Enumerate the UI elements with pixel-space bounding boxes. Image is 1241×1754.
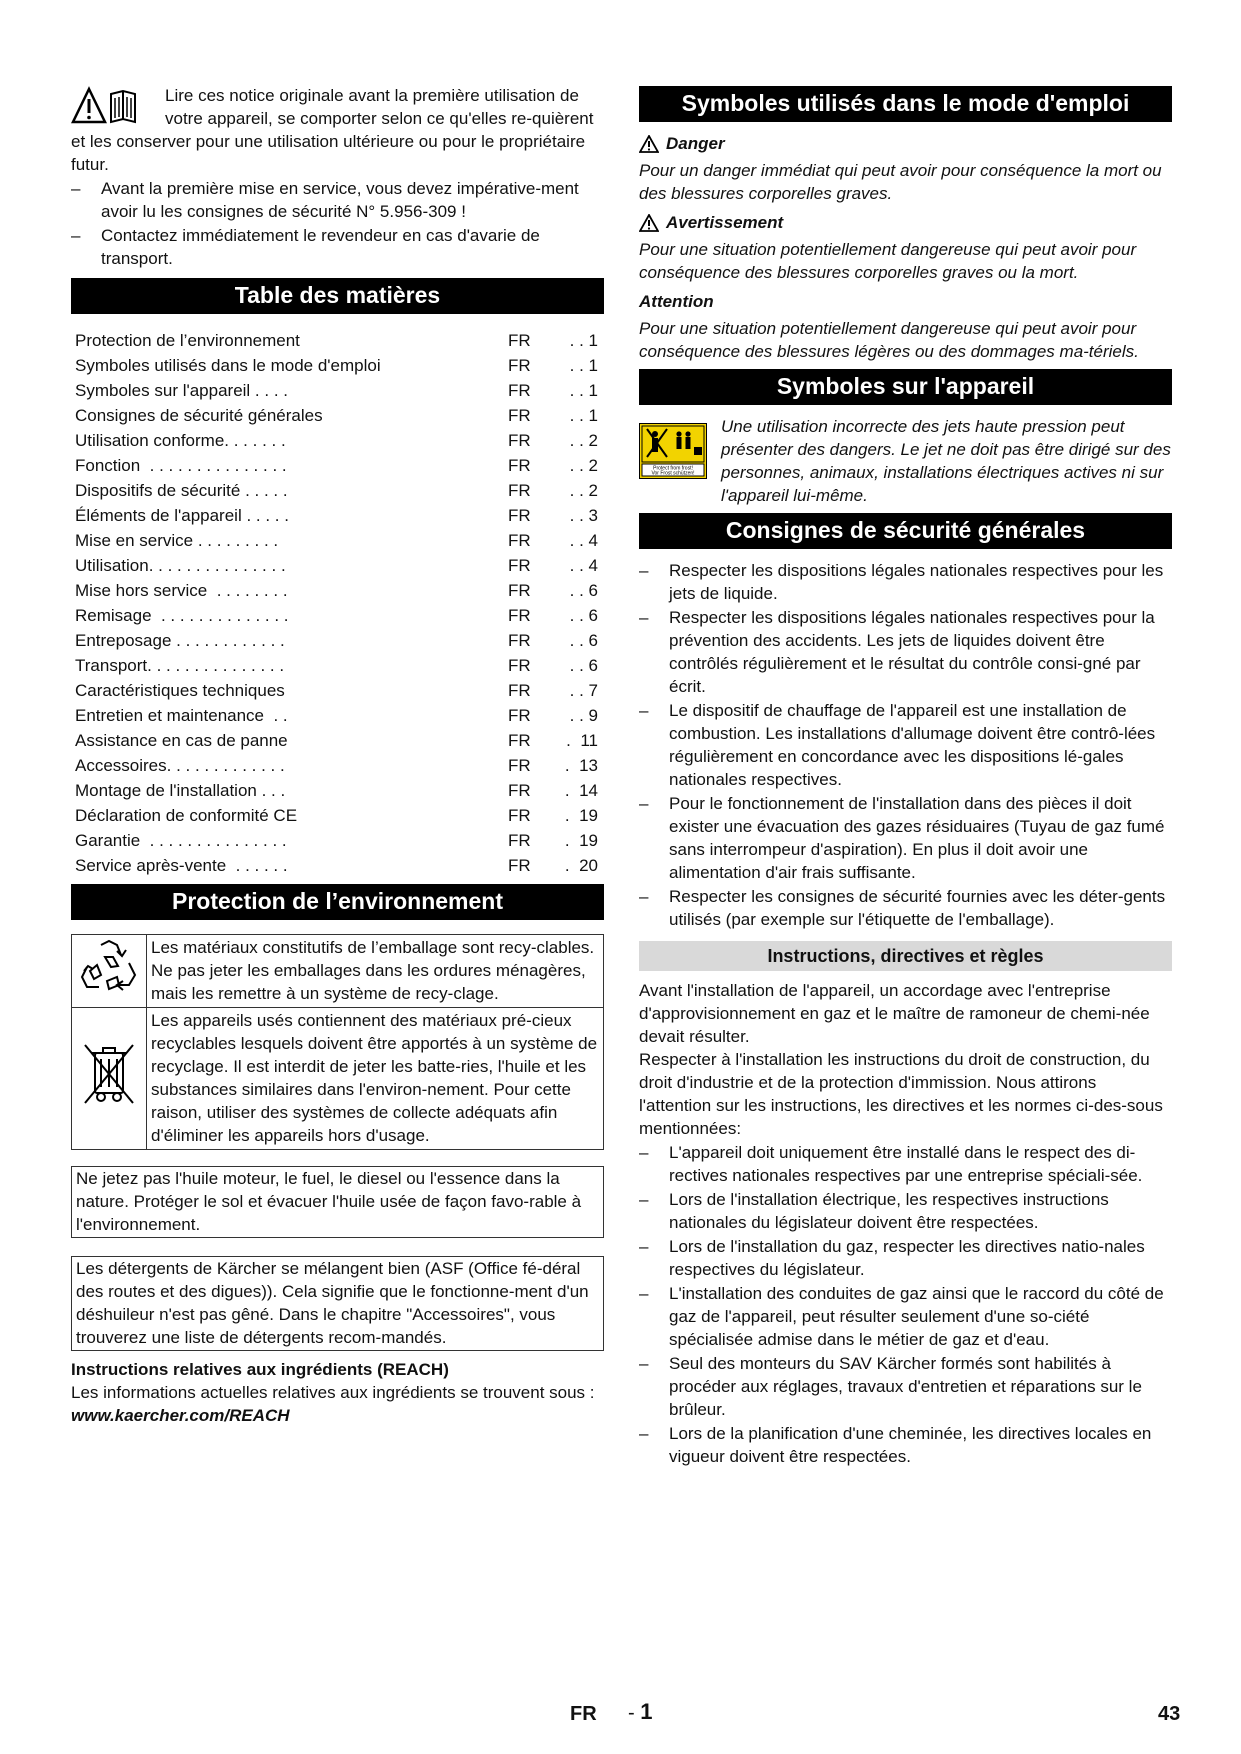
instructions-item: – L'appareil doit uniquement être installé dans le respect des di-rectives nationales respectives par une entreprise spéciali-sée. xyxy=(639,1141,1172,1187)
toc-row[interactable] xyxy=(71,328,604,353)
toc-entry-language: FR xyxy=(508,406,531,425)
toc-entry-title: Service après-vente . . . . . . xyxy=(75,856,288,875)
toc-entry-title: Dispositifs de sécurité . . . . . xyxy=(75,481,288,500)
toc-entry-page: . . 6 xyxy=(569,656,598,675)
toc-entry-page: . 19 xyxy=(564,831,598,850)
crossed-bin-icon xyxy=(81,1039,137,1113)
attention-label: Attention xyxy=(639,292,714,311)
instructions-item: – Lors de la planification d'une cheminée, les directives locales en vigueur doivent être respectées. xyxy=(639,1422,1172,1468)
toc-entry-title: Mise hors service . . . . . . . . xyxy=(75,581,288,600)
intro-text: Lire ces notice originale avant la première utilisation de votre appareil, se comporter selon ce qu'elles re-quièrent et les conserver pour une utilisation ultérieure ou pour le propriétaire futur. xyxy=(71,86,594,174)
toc-entry-language: FR xyxy=(508,781,531,800)
toc-entry-title: Montage de l'installation . . . xyxy=(75,781,286,800)
toc-entry-page: . . 1 xyxy=(569,331,598,350)
toc-row[interactable] xyxy=(71,753,604,778)
toc-row[interactable] xyxy=(71,703,604,728)
toc-row[interactable] xyxy=(71,378,604,403)
toc-entry-title: Protection de l’environnement xyxy=(75,331,300,350)
toc-entry-language: FR xyxy=(508,731,531,750)
warning-manual-icon xyxy=(71,86,159,126)
toc-row[interactable] xyxy=(71,353,604,378)
intro-section xyxy=(71,84,604,270)
environment-table xyxy=(71,934,604,1150)
toc-entry-title: Fonction . . . . . . . . . . . . . . . xyxy=(75,456,287,475)
toc-entry-language: FR xyxy=(508,681,531,700)
toc-entry-language: FR xyxy=(508,456,531,475)
toc-row[interactable] xyxy=(71,728,604,753)
toc-entry-language: FR xyxy=(508,606,531,625)
toc-entry-title: Remisage . . . . . . . . . . . . . . xyxy=(75,606,289,625)
safety-item: – Respecter les dispositions légales nationales respectives pour la prévention des accidents. Les jets de liquides doivent être contrôlés régulièrement et le résultat du contrôle consi-gné par écrit. xyxy=(639,606,1172,698)
toc-entry-page: . 14 xyxy=(564,781,598,800)
left-column xyxy=(71,84,604,1427)
safety-heading: Consignes de sécurité générales xyxy=(639,513,1172,549)
instructions-item: – Seul des monteurs du SAV Kärcher formés sont habilités à procéder aux réglages, travaux d'entretien et réparations sur le brûleur. xyxy=(639,1352,1172,1421)
toc-row[interactable] xyxy=(71,603,604,628)
safety-item: – Respecter les consignes de sécurité fournies avec les déter-gents utilisés (par exemple sur l'étiquette de l'emballage). xyxy=(639,885,1172,931)
toc-entry-title: Caractéristiques techniques xyxy=(75,681,285,700)
toc-entry-language: FR xyxy=(508,856,531,875)
toc-entry-language: FR xyxy=(508,431,531,450)
toc-entry-title: Symboles utilisés dans le mode d'emploi xyxy=(75,356,381,375)
toc-entry-page: . . 6 xyxy=(569,606,598,625)
intro-list xyxy=(71,177,604,270)
danger-text: Pour un danger immédiat qui peut avoir pour conséquence la mort ou des blessures corporelles graves. xyxy=(639,161,1162,203)
toc-entry-title: Utilisation conforme. . . . . . . xyxy=(75,431,286,450)
warning-icon xyxy=(639,214,659,232)
toc-entry-page: . . 7 xyxy=(569,681,598,700)
toc-entry-title: Assistance en cas de panne xyxy=(75,731,288,750)
safety-item: – Respecter les dispositions légales nationales respectives pour les jets de liquide. xyxy=(639,559,1172,605)
toc-entry-title: Utilisation. . . . . . . . . . . . . . . xyxy=(75,556,286,575)
toc-entry-language: FR xyxy=(508,356,531,375)
toc-entry-title: Garantie . . . . . . . . . . . . . . . xyxy=(75,831,287,850)
right-column xyxy=(639,86,1172,1468)
toc-entry-language: FR xyxy=(508,631,531,650)
instructions-item: – Lors de l'installation électrique, les respectives instructions nationales du législateur doivent être respectées. xyxy=(639,1188,1172,1234)
toc-row[interactable] xyxy=(71,553,604,578)
toc-row[interactable] xyxy=(71,503,604,528)
device-symbols-heading: Symboles sur l'appareil xyxy=(639,369,1172,405)
detergent-note: Les détergents de Kärcher se mélangent bien (ASF (Office fé-déral des routes et des digues)). Cela signifie que le fonctionne-ment d'un déshuileur n'est pas gêné. Dans le chapitre "Accessoires", vous trouverez une liste de détergents recom-mandés. xyxy=(71,1256,604,1351)
label-line-1: Protect from frost! xyxy=(653,465,693,472)
toc-entry-language: FR xyxy=(508,531,531,550)
instructions-list xyxy=(639,1141,1172,1468)
toc-entry-title: Transport. . . . . . . . . . . . . . . xyxy=(75,656,285,675)
toc-row[interactable] xyxy=(71,578,604,603)
toc-row[interactable] xyxy=(71,528,604,553)
toc-row[interactable] xyxy=(71,828,604,853)
toc-entry-title: Éléments de l'appareil . . . . . xyxy=(75,506,289,525)
toc-entry-page: . . 1 xyxy=(569,381,598,400)
instructions-heading: Instructions, directives et règles xyxy=(639,941,1172,971)
old-devices-text: Les appareils usés contiennent des matériaux pré-cieux recyclables lesquels doivent être apportés à un système de recyclage. Il est interdit de jeter les batte-ries, l'huile et les substances similaires dans l'environ-nement. Pour cette raison, utiliser des systèmes de collecte adéquats afin d'éliminer les appareils hors d'usage. xyxy=(147,1008,604,1150)
toc-heading: Table des matières xyxy=(71,278,604,314)
instructions-item: – L'installation des conduites de gaz ainsi que le raccord du côté de gaz de l'appareil, peut résulter seulement d'une so-ciété spécialisée admise dans le métier de gaz et d'eau. xyxy=(639,1282,1172,1351)
toc-row[interactable] xyxy=(71,803,604,828)
toc-entry-title: Symboles sur l'appareil . . . . xyxy=(75,381,288,400)
oil-note: Ne jetez pas l'huile moteur, le fuel, le diesel ou l'essence dans la nature. Protéger le sol et évacuer l'huile usée de façon favo-rable à l'environnement. xyxy=(71,1166,604,1238)
recycling-icon xyxy=(77,937,141,999)
toc-entry-title: Consignes de sécurité générales xyxy=(75,406,323,425)
footer-section-number: 1 xyxy=(640,1699,653,1724)
environment-heading: Protection de l’environnement xyxy=(71,884,604,920)
toc-entry-language: FR xyxy=(508,506,531,525)
toc-entry-page: . . 4 xyxy=(569,556,598,575)
toc-row[interactable] xyxy=(71,403,604,428)
toc-entry-page: . . 6 xyxy=(569,631,598,650)
toc-entry-language: FR xyxy=(508,381,531,400)
toc-row[interactable] xyxy=(71,428,604,453)
toc-entry-page: . . 1 xyxy=(569,406,598,425)
toc-entry-page: . . 4 xyxy=(569,531,598,550)
toc-entry-title: Déclaration de conformité CE xyxy=(75,806,298,825)
table-row xyxy=(72,1008,604,1150)
toc-entry-language: FR xyxy=(508,706,531,725)
packaging-text: Les matériaux constitutifs de l’emballage sont recy-clables. Ne pas jeter les emballages dans les ordures ménagères, mais les remettre à un système de recy-clage. xyxy=(147,935,604,1008)
device-symbols-text: Une utilisation incorrecte des jets haute pression peut présenter des dangers. Le jet ne doit pas être dirigé sur des personnes, animaux, installations électriques actives ni sur l'appareil lui-même. xyxy=(721,417,1171,505)
toc-row[interactable] xyxy=(71,678,604,703)
toc-entry-page: . 13 xyxy=(564,756,598,775)
safety-item: – Le dispositif de chauffage de l'appareil est une installation de combustion. Les installations d'allumage doivent être contrô-lées régulièrement en concordance avec les dispositions lé-gales nationales respectives. xyxy=(639,699,1172,791)
toc-entry-page: . . 2 xyxy=(569,431,598,450)
table-of-contents xyxy=(71,328,604,878)
instructions-para-1: Avant l'installation de l'appareil, un accordage avec l'entreprise d'approvisionnement en gaz et le maître de ramoneur de chemi-née devait résulter. xyxy=(639,981,1150,1046)
toc-entry-language: FR xyxy=(508,481,531,500)
toc-row[interactable] xyxy=(71,628,604,653)
toc-row[interactable] xyxy=(71,778,604,803)
intro-item: – Contactez immédiatement le revendeur en cas d'avarie de transport. xyxy=(71,224,604,270)
toc-entry-language: FR xyxy=(508,556,531,575)
toc-entry-language: FR xyxy=(508,831,531,850)
toc-entry-language: FR xyxy=(508,756,531,775)
toc-entry-title: Entretien et maintenance . . xyxy=(75,706,288,725)
label-line-2: Vor Frost schützen! xyxy=(651,470,695,477)
intro-item: – Avant la première mise en service, vous devez impérative-ment avoir lu les consignes de sécurité N° 5.956-309 ! xyxy=(71,177,604,223)
instructions-para-2: Respecter à l'installation les instructions du droit de construction, du droit d'industrie et de la protection d'immission. Nous attirons l'attention sur les instructions, les directives et les normes ci-des-sous mentionnées: xyxy=(639,1050,1163,1138)
toc-entry-language: FR xyxy=(508,806,531,825)
toc-entry-language: FR xyxy=(508,581,531,600)
toc-entry-page: . 19 xyxy=(564,806,598,825)
toc-row[interactable] xyxy=(71,453,604,478)
symbols-heading: Symboles utilisés dans le mode d'emploi xyxy=(639,86,1172,122)
warning-text: Pour une situation potentiellement dangereuse qui peut avoir pour conséquence des blessures corporelles graves ou la mort. xyxy=(639,240,1137,282)
reach-link[interactable]: www.kaercher.com/REACH xyxy=(71,1406,290,1425)
safety-item: – Pour le fonctionnement de l'installation dans des pièces il doit exister une évacuation des gazes résiduaires (Tuyau de gaz fumé sans interrompeur d'aspiration). En plus il doit avoir une alimentation d'air frais suffisante. xyxy=(639,792,1172,884)
toc-entry-page: . . 2 xyxy=(569,481,598,500)
toc-entry-page: . . 3 xyxy=(569,506,598,525)
footer-page-number: 43 xyxy=(1158,1703,1181,1725)
table-row xyxy=(72,935,604,1008)
toc-entry-page: . . 2 xyxy=(569,456,598,475)
toc-entry-page: . . 9 xyxy=(569,706,598,725)
instructions-item: – Lors de l'installation du gaz, respecter les directives natio-nales respectives du législateur. xyxy=(639,1235,1172,1281)
toc-entry-page: . 20 xyxy=(564,856,598,875)
toc-entry-page: . . 1 xyxy=(569,356,598,375)
toc-entry-title: Accessoires. . . . . . . . . . . . . xyxy=(75,756,285,775)
toc-row[interactable] xyxy=(71,653,604,678)
toc-entry-title: Mise en service . . . . . . . . . xyxy=(75,531,279,550)
attention-text: Pour une situation potentiellement dangereuse qui peut avoir pour conséquence des blessures légères ou des dommages ma-tériels. xyxy=(639,319,1139,361)
toc-entry-title: Entreposage . . . . . . . . . . . . xyxy=(75,631,285,650)
toc-entry-language: FR xyxy=(508,331,531,350)
footer-language: FR xyxy=(570,1703,597,1725)
toc-entry-page: . 11 xyxy=(566,731,598,750)
footer-section-page xyxy=(628,1700,652,1725)
high-pressure-jet-warning-icon xyxy=(639,423,707,479)
footer-dash: - xyxy=(628,1702,635,1724)
toc-row[interactable] xyxy=(71,853,604,878)
safety-list xyxy=(639,559,1172,931)
toc-entry-page: . . 6 xyxy=(569,581,598,600)
toc-row[interactable] xyxy=(71,478,604,503)
toc-entry-language: FR xyxy=(508,656,531,675)
reach-title: Instructions relatives aux ingrédients (REACH) xyxy=(71,1360,449,1379)
danger-label: Danger xyxy=(666,134,725,153)
warning-label: Avertissement xyxy=(666,213,784,232)
danger-warning-icon xyxy=(639,135,659,153)
reach-text: Les informations actuelles relatives aux ingrédients se trouvent sous : xyxy=(71,1383,595,1402)
